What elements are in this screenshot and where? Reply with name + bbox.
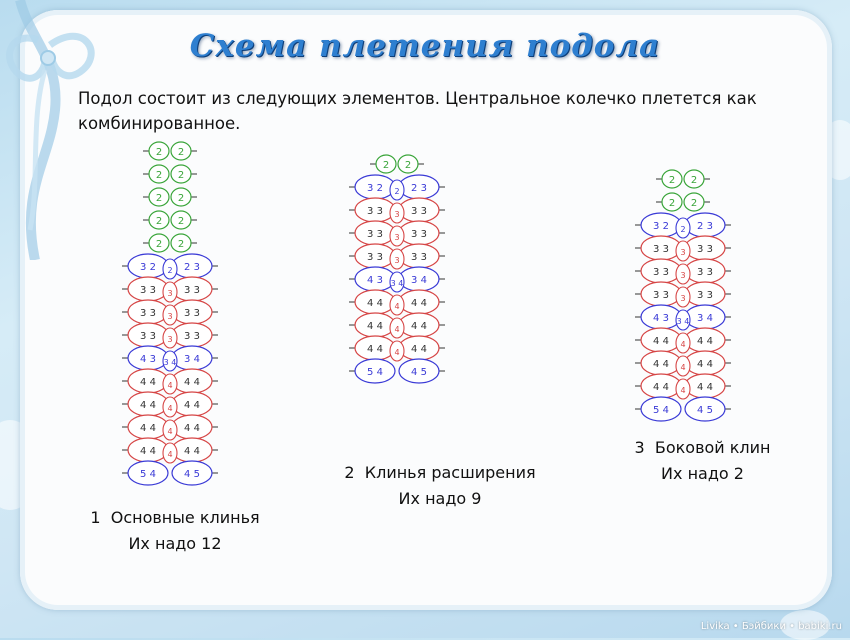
ring-row xyxy=(635,236,731,261)
ring-left-label: 2 xyxy=(155,239,163,250)
ring-left-label: 4 4 xyxy=(653,336,669,347)
ring-center-label: 3 4 xyxy=(163,358,177,367)
ring-row xyxy=(122,392,218,417)
page-title: Схема плетения подола xyxy=(189,28,661,64)
ring-right-label: 4 5 xyxy=(697,405,713,416)
ring-right-label: 4 4 xyxy=(411,344,427,355)
ring-left-label: 4 3 xyxy=(367,275,383,286)
caption-1-count: Их надо 12 xyxy=(128,534,222,553)
ring-left-label: 4 4 xyxy=(367,344,383,355)
ring-left-label: 3 2 xyxy=(140,262,156,273)
ring-row xyxy=(349,244,445,269)
ring-center-label: 3 xyxy=(680,294,686,303)
caption-2-name: Клинья расширения xyxy=(364,463,536,482)
ring-row xyxy=(143,188,197,206)
ring-right-label: 3 3 xyxy=(697,290,713,301)
caption-1-number: 1 xyxy=(90,508,101,527)
ring-left-label: 4 4 xyxy=(140,446,156,457)
ring-center-label: 2 xyxy=(680,225,686,234)
ring-right-label: 2 xyxy=(404,160,412,171)
ring-row xyxy=(122,461,218,485)
ring-right-label: 4 4 xyxy=(697,359,713,370)
ring-right-label: 4 4 xyxy=(697,336,713,347)
ring-left-label: 4 4 xyxy=(367,298,383,309)
ring-center-label: 3 xyxy=(394,256,400,265)
ring-left-label: 3 3 xyxy=(653,290,669,301)
ring-row xyxy=(656,170,710,188)
ring-row xyxy=(122,277,218,302)
ring-row xyxy=(635,213,731,238)
ring-left-label: 5 4 xyxy=(653,405,669,416)
ring-row xyxy=(635,397,731,421)
ring-row xyxy=(143,234,197,252)
caption-2-title xyxy=(325,460,555,486)
ring-right-label: 3 4 xyxy=(411,275,427,286)
ring-left-label: 3 3 xyxy=(367,229,383,240)
ring-center-label: 2 xyxy=(167,266,173,275)
ring-right-label: 3 3 xyxy=(184,285,200,296)
caption-2 xyxy=(325,460,555,512)
ring-center-label: 4 xyxy=(394,325,400,334)
ring-left-label: 4 4 xyxy=(140,377,156,388)
ring-center-label: 3 4 xyxy=(676,317,690,326)
ring-row xyxy=(122,300,218,325)
ring-right-label: 3 4 xyxy=(697,313,713,324)
ring-right-label: 3 3 xyxy=(697,267,713,278)
ring-right-label: 4 4 xyxy=(411,298,427,309)
ring-left-label: 4 3 xyxy=(140,354,156,365)
ring-center-label: 4 xyxy=(167,381,173,390)
ring-left-label: 3 3 xyxy=(653,267,669,278)
ring-right-label: 4 5 xyxy=(184,469,200,480)
ring-row xyxy=(635,259,731,284)
ring-right-label: 2 3 xyxy=(697,221,713,232)
ring-row xyxy=(122,369,218,394)
ring-right-label: 3 3 xyxy=(411,206,427,217)
ring-left-label: 2 xyxy=(155,170,163,181)
caption-2-count: Их надо 9 xyxy=(398,489,482,508)
ring-left-label: 3 2 xyxy=(653,221,669,232)
ring-row xyxy=(349,198,445,223)
ring-right-label: 4 4 xyxy=(411,321,427,332)
ring-left-label: 2 xyxy=(668,198,676,209)
ring-left-label: 4 4 xyxy=(140,400,156,411)
ring-row xyxy=(349,175,445,200)
ring-right-label: 4 4 xyxy=(697,382,713,393)
ring-right-label: 4 5 xyxy=(411,367,427,378)
ring-row xyxy=(349,336,445,361)
ring-right-label: 2 3 xyxy=(184,262,200,273)
ring-row xyxy=(635,282,731,307)
ring-right-label: 2 xyxy=(177,170,185,181)
caption-1 xyxy=(75,505,275,557)
caption-1-name: Основные клинья xyxy=(110,508,260,527)
ring-center-label: 4 xyxy=(394,302,400,311)
ring-right-label: 2 xyxy=(177,239,185,250)
ring-row xyxy=(122,415,218,440)
ring-row xyxy=(143,165,197,183)
ring-right-label: 4 4 xyxy=(184,400,200,411)
ring-left-label: 4 4 xyxy=(367,321,383,332)
ring-row xyxy=(143,142,197,160)
ring-center-label: 3 xyxy=(167,335,173,344)
ring-left-label: 2 xyxy=(382,160,390,171)
ring-left-label: 5 4 xyxy=(140,469,156,480)
ring-right-label: 2 3 xyxy=(411,183,427,194)
ring-row xyxy=(349,221,445,246)
ring-right-label: 3 3 xyxy=(184,308,200,319)
ring-row xyxy=(122,254,218,279)
ring-center-label: 4 xyxy=(680,340,686,349)
ring-row xyxy=(349,313,445,338)
ring-row xyxy=(349,290,445,315)
intro-text: Подол состоит из следующих элементов. Центральное колечко плетется как комбинированное. xyxy=(78,89,757,133)
ring-right-label: 2 xyxy=(690,175,698,186)
ring-center-label: 3 xyxy=(680,271,686,280)
ring-left-label: 3 3 xyxy=(367,252,383,263)
ring-row xyxy=(635,374,731,399)
caption-1-title xyxy=(75,505,275,531)
ring-row xyxy=(656,193,710,211)
ring-left-label: 3 3 xyxy=(367,206,383,217)
ring-row xyxy=(349,359,445,383)
ring-left-label: 3 3 xyxy=(140,308,156,319)
ring-row xyxy=(635,351,731,376)
ring-right-label: 3 3 xyxy=(411,252,427,263)
ring-left-label: 4 4 xyxy=(653,382,669,393)
ring-left-label: 3 3 xyxy=(140,331,156,342)
watermark: Livika • Бэйбики • babiki.ru xyxy=(700,621,842,632)
ring-right-label: 4 4 xyxy=(184,377,200,388)
ring-row xyxy=(122,438,218,463)
ring-right-label: 2 xyxy=(177,147,185,158)
caption-3-count: Их надо 2 xyxy=(661,464,744,483)
ring-left-label: 4 3 xyxy=(653,313,669,324)
caption-3 xyxy=(610,435,795,487)
ring-center-label: 3 xyxy=(394,210,400,219)
ring-row xyxy=(122,346,218,371)
ring-row xyxy=(370,155,424,173)
ring-left-label: 2 xyxy=(668,175,676,186)
ring-right-label: 4 4 xyxy=(184,446,200,457)
schema-diagram-1 xyxy=(115,137,225,487)
ring-right-label: 2 xyxy=(177,216,185,227)
ring-row xyxy=(143,211,197,229)
ring-left-label: 2 xyxy=(155,216,163,227)
ring-right-label: 3 3 xyxy=(184,331,200,342)
caption-3-title xyxy=(610,435,795,461)
ring-center-label: 3 4 xyxy=(390,279,404,288)
ring-right-label: 2 xyxy=(177,193,185,204)
ring-center-label: 3 xyxy=(167,289,173,298)
ring-center-label: 4 xyxy=(167,427,173,436)
ring-row xyxy=(635,328,731,353)
ring-center-label: 3 xyxy=(167,312,173,321)
ring-left-label: 2 xyxy=(155,193,163,204)
ring-left-label: 3 2 xyxy=(367,183,383,194)
ring-center-label: 4 xyxy=(394,348,400,357)
ring-right-label: 2 xyxy=(690,198,698,209)
ring-right-label: 4 4 xyxy=(184,423,200,434)
ring-right-label: 3 3 xyxy=(411,229,427,240)
ring-left-label: 2 xyxy=(155,147,163,158)
ring-center-label: 3 xyxy=(680,248,686,257)
ring-right-label: 3 3 xyxy=(697,244,713,255)
caption-3-name: Боковой клин xyxy=(654,438,771,457)
ring-row xyxy=(635,305,731,330)
schema-diagram-2 xyxy=(342,150,452,430)
ring-center-label: 4 xyxy=(167,450,173,459)
ring-row xyxy=(349,267,445,292)
ring-center-label: 4 xyxy=(167,404,173,413)
ring-row xyxy=(122,323,218,348)
caption-3-number: 3 xyxy=(634,438,645,457)
ring-left-label: 3 3 xyxy=(140,285,156,296)
ring-center-label: 2 xyxy=(394,187,400,196)
ring-center-label: 4 xyxy=(680,363,686,372)
ring-center-label: 4 xyxy=(680,386,686,395)
schema-diagram-3 xyxy=(628,165,738,425)
ring-left-label: 3 3 xyxy=(653,244,669,255)
caption-2-number: 2 xyxy=(344,463,355,482)
ring-left-label: 4 4 xyxy=(653,359,669,370)
ring-left-label: 4 4 xyxy=(140,423,156,434)
ring-right-label: 3 4 xyxy=(184,354,200,365)
ring-left-label: 5 4 xyxy=(367,367,383,378)
ring-center-label: 3 xyxy=(394,233,400,242)
